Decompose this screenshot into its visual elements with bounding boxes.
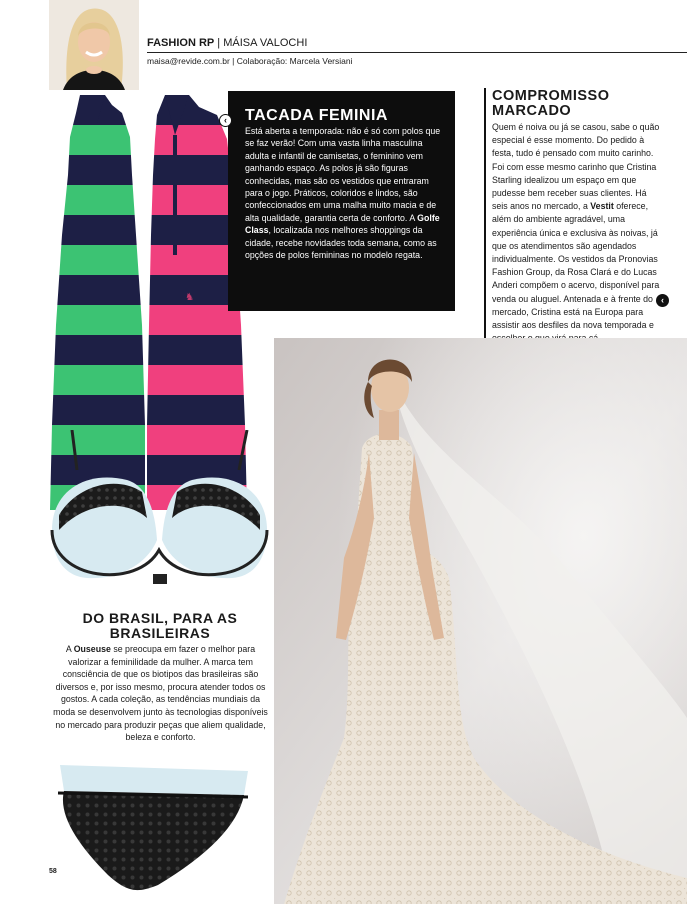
dress-stripe — [50, 155, 145, 185]
dress-stripe — [50, 275, 145, 305]
compromisso-marcado-title: COMPROMISSO MARCADO — [492, 88, 610, 119]
dress-stripe — [50, 335, 145, 365]
arrow-left-circle-icon: ‹ — [656, 294, 669, 307]
section-line — [147, 37, 307, 49]
dress-stripe — [50, 395, 145, 425]
author-name: MÁISA VALOCHI — [223, 37, 308, 49]
compromisso-text-after: oferece, além do ambiente agradável, uma experiência única e exclusiva às noivas, já que os atendimentos são agendados individualmente. Os vestidos da Pronovias Fashion Group, da Rosa Clará e do Lucas Anderi compõem o acervo, disponível para venda ou aluguel. Antenada e à frente do mercado, Cristina está na Europa para assistir aos desfiles da nova temporada e — [492, 201, 660, 331]
compromisso-brand: Vestit — [590, 201, 614, 212]
dress-stripe — [147, 335, 247, 365]
dress-stripe — [50, 365, 145, 395]
brasil-text-before: A — [65, 644, 74, 654]
section-name: FASHION RP — [147, 37, 215, 49]
dress-stripe — [147, 365, 247, 395]
dress-stripe — [147, 395, 247, 425]
byline: maisa@revide.com.br | Colaboração: Marcela Versiani — [147, 56, 353, 66]
tacada-feminia-body — [245, 125, 445, 261]
lingerie-panty-image — [38, 765, 258, 895]
dress-stripe — [50, 245, 145, 275]
brasil-text-after: se preocupa em fazer o melhor para valorizar a feminilidade da mulher. A marca tem consciência de que os biotipos das brasileiras são diversos e, por isso mesmo, procura atender todos os gostos. A cada coleção, as tendências mundiais da moda se desenvolvem junto às tecnologias disponíveis no mercado para produzir peças que aliem qualidade, beleza e conforto. — [53, 644, 268, 743]
bridal-gown-photo — [274, 338, 687, 904]
tacada-text-before: Está aberta a temporada: não é só com polos que se faz verão! Com uma vasta linha masculina adulta e infantil de camisetas, o feminino vem ganhando espaço. As polos já são figuras conhecidas, mas são os vestidos que entraram para o jogo. Práticos, coloridos e lindos, são confeccionados em uma malha muito macia e de alta qualidade, garantia certa de conforto. A — [245, 126, 441, 223]
do-brasil-title: DO BRASIL, PARA AS BRASILEIRAS — [82, 610, 238, 641]
author-photo — [49, 0, 139, 90]
arrow-left-circle-icon: ‹ — [219, 114, 232, 127]
svg-text:♞: ♞ — [185, 292, 194, 303]
dress-stripe — [50, 185, 145, 215]
page-number: 58 — [49, 868, 57, 875]
do-brasil-body — [52, 643, 269, 744]
dress-stripe — [50, 305, 145, 335]
tacada-feminia-title: TACADA FEMINIA — [245, 107, 388, 124]
compromisso-marcado-body — [492, 121, 660, 345]
dress-stripe — [50, 215, 145, 245]
brasil-brand: Ouseuse — [73, 644, 111, 654]
compromisso-text-before: Quem é noiva ou já se casou, sabe o quão especial é esse momento. Do pedido à festa, tudo é pensado com muito carinho. Foi com esse mesmo carinho que Cristina Starling idealizou um espaço em que pudesse bem receber suas clientes. Há seis anos no mercado, a — [492, 122, 660, 212]
header-rule — [147, 52, 687, 53]
tacada-text-after: , localizada nos melhores shoppings da cidade, recebe novidades toda semana, como as opções de polos femininas no modelo regata. — [245, 225, 437, 261]
dress-stripe — [50, 125, 145, 155]
section-separator: | — [217, 37, 221, 49]
lingerie-bra-image — [47, 430, 272, 610]
tacada-brand: Golfe Class — [245, 212, 440, 236]
